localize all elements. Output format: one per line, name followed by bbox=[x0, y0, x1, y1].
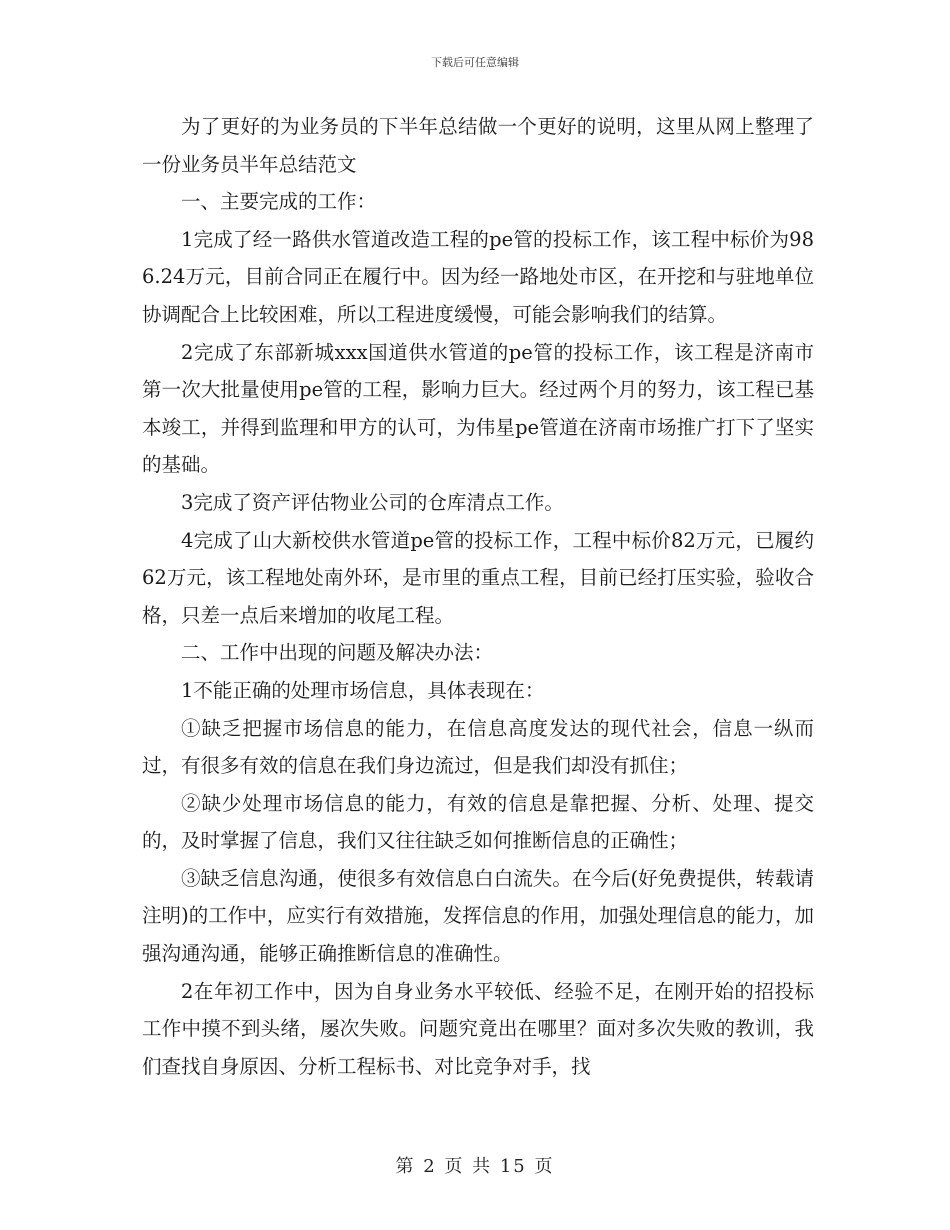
section-heading-1: 一、主要完成的工作： bbox=[181, 190, 377, 214]
paragraph-point-2: ②缺少处理市场信息的能力，有效的信息是靠把握、分析、处理、提交的，及时掌握了信息，我们又往往缺乏如何推断信息的正确性； bbox=[142, 791, 814, 853]
header-note: 下载后可任意编辑 bbox=[431, 56, 519, 69]
paragraph-intro: 为了更好的为业务员的下半年总结做一个更好的说明，这里从网上整理了一份业务员半年总结范文 bbox=[142, 115, 814, 176]
paragraph-item-3: 3完成了资产评估物业公司的仓库清点工作。 bbox=[181, 490, 564, 514]
paragraph-problem-2: 2在年初工作中，因为自身业务水平较低、经验不足，在刚开始的招投标工作中摸不到头绪，屡次失败。问题究竟出在哪里？面对多次失败的教训，我们查找自身原因、分析工程标书、对比竞争对手，找 bbox=[142, 979, 814, 1078]
paragraph-item-4: 4完成了山大新校供水管道pe管的投标工作，工程中标价82万元，已履约62万元，该工程地处南外环，是市里的重点工程，目前已经打压实验，验收合格，只差一点后来增加的收尾工程。 bbox=[142, 528, 814, 627]
section-heading-2: 二、工作中出现的问题及解决办法： bbox=[181, 641, 494, 665]
paragraph-problem-1: 1不能正确的处理市场信息，具体表现在： bbox=[181, 678, 545, 702]
body-text bbox=[142, 108, 814, 1085]
paragraph-item-2: 2完成了东部新城xxx国道供水管道的pe管的投标工作，该工程是济南市第一次大批量使用pe管的工程，影响力巨大。经过两个月的努力，该工程已基本竣工，并得到监理和甲方的认可，为伟星pe管道在济南市场推广打下了坚实的基础。 bbox=[142, 340, 814, 477]
page-number-footer: 第 2 页 共 15 页 bbox=[395, 1156, 555, 1177]
paragraph-point-1: ①缺乏把握市场信息的能力，在信息高度发达的现代社会，信息一纵而过，有很多有效的信息在我们身边流过，但是我们却没有抓住； bbox=[142, 716, 814, 778]
paragraph-item-1: 1完成了经一路供水管道改造工程的pe管的投标工作，该工程中标价为986.24万元，目前合同正在履行中。因为经一路地处市区，在开挖和与驻地单位协调配合上比较困难，所以工程进度缓慢，可能会影响我们的结算。 bbox=[142, 227, 814, 326]
paragraph-point-3: ③缺乏信息沟通，使很多有效信息白白流失。在今后(好免费提供，转载请注明)的工作中，应实行有效措施，发挥信息的作用，加强处理信息的能力，加强沟通沟通，能够正确推断信息的准确性。 bbox=[142, 866, 814, 966]
